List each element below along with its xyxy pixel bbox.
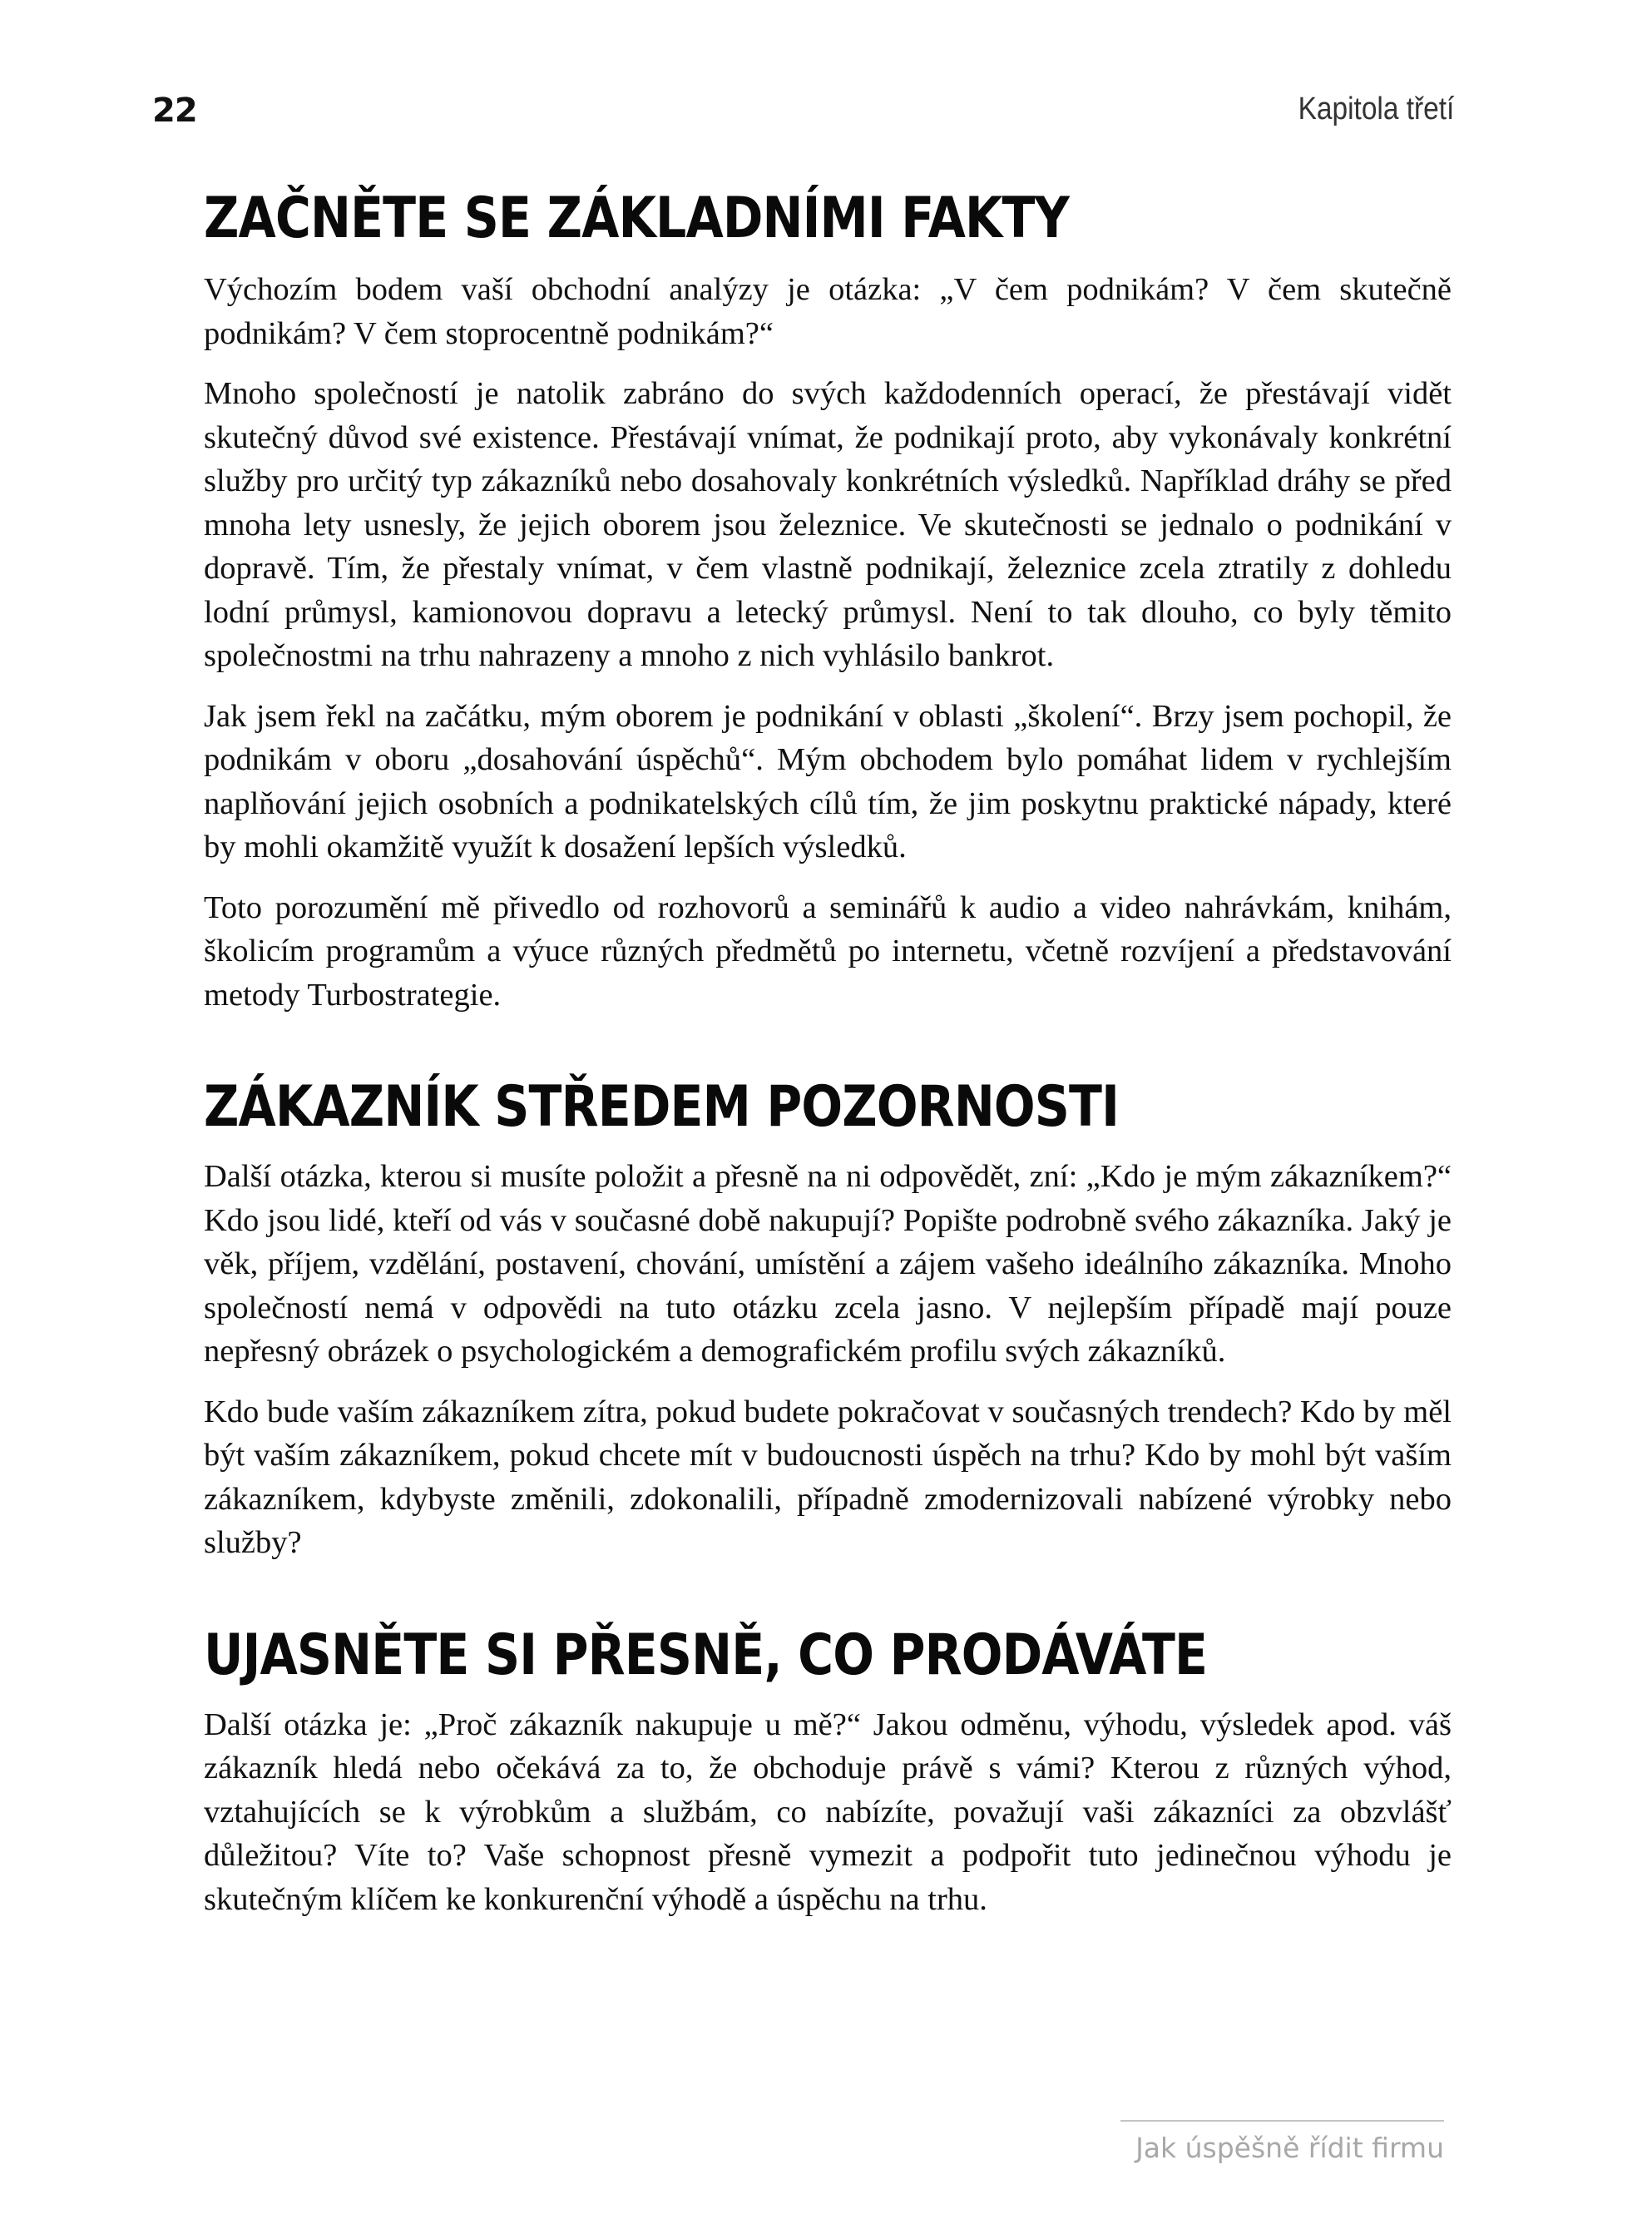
running-head-chapter: Kapitola třetí: [1298, 92, 1454, 126]
paragraph: Toto porozumění mě přivedlo od rozhovorů a seminářů k audio a video nahrávkám, knihám, školicím programům a výuce různých předmětů po internetu, včetně rozvíjení a představování metody Turbostrategie.: [204, 889, 1452, 1013]
paragraph: Další otázka, kterou si musíte položit a přesně na ni odpovědět, zní: „Kdo je mým zákazníkem?“ Kdo jsou lidé, kteří od vás v současné době nakupují? Popište podrobně svého zákazníka. Jaký je věk, příjem, vzdělání, postavení, chování, umístění a zájem vašeho ideálního zákazníka. Mnoho společností nemá v odpovědi na tuto otázku zcela jasno. V nejlepším případě mají pouze nepřesný obrázek o psychologickém a demografickém profilu svých zákazníků.: [204, 1159, 1452, 1369]
page-content: [204, 185, 1452, 1938]
paragraph: Mnoho společností je natolik zabráno do svých každodenních operací, že přestávají vidět skutečný důvod své existence. Přestávají vnímat, že podnikají proto, aby vykonávaly konkrétní služby pro určitý typ zákazníků nebo dosahovaly konkrétních výsledků. Například dráhy se před mnoha lety usnesly, že jejich oborem jsou železnice. Ve skutečnosti se jednalo o podnikání v dopravě. Tím, že přestaly vnímat, v čem vlastně podnikají, železnice zcela ztratily z dohledu lodní průmysl, kamionovou dopravu a letecký průmysl. Není to tak dlouho, co byly těmito společnostmi na trhu nahrazeny a mnoho z nich vyhlásilo bankrot.: [204, 376, 1452, 673]
section-basic-facts: [204, 185, 1452, 1017]
paragraph: Další otázka je: „Proč zákazník nakupuje u mě?“ Jakou odměnu, výhodu, výsledek apod. váš zákazník hledá nebo očekává za to, že obchoduje právě s vámi? Kterou z různých výhod, vztahujících se k výrobkům a službám, co nabízíte, považují vaši zákazníci za obzvlášť důležitou? Víte to? Vaše schopnost přesně vymezit a podpořit tuto jedinečnou výhodu je skutečným klíčem ke konkurenční výhodě a úspěchu na trhu.: [204, 1706, 1452, 1917]
paragraph: Výchozím bodem vaší obchodní analýzy je otázka: „V čem podnikám? V čem skutečně podnikám? V čem stoprocentně podnikám?“: [204, 272, 1452, 351]
section-heading: UJASNĚTE SI PŘESNĚ, CO PRODÁVÁTE: [204, 1622, 1208, 1688]
paragraph: Kdo bude vaším zákazníkem zítra, pokud budete pokračovat v současných trendech? Kdo by měl být vaším zákazníkem, pokud chcete mít v budoucnosti úspěch na trhu? Kdo by mohl být vaším zákazníkem, kdybyste změnili, zdokonalili, případně zmodernizovali nabízené výrobky nebo služby?: [204, 1394, 1452, 1560]
section-heading: ZAČNĚTE SE ZÁKLADNÍMI FAKTY: [204, 186, 1069, 251]
section-customer-focus: [204, 1073, 1452, 1565]
section-heading: ZÁKAZNÍK STŘEDEM POZORNOSTI: [204, 1074, 1119, 1140]
footer-book-title: Jak úspěšně řídit firmu: [1135, 2132, 1444, 2164]
section-what-you-sell: [204, 1622, 1452, 1922]
paragraph: Jak jsem řekl na začátku, mým oborem je podnikání v oblasti „školení“. Brzy jsem pochopil, že podnikám v oboru „dosahování úspěchů“. Mým obchodem bylo pomáhat lidem v rychlejším naplňování jejich osobních a podnikatelských cílů tím, že jim poskytnu praktické nápady, které by mohli okamžitě využít k dosažení lepších výsledků.: [204, 698, 1452, 864]
footer-divider: [1120, 2120, 1444, 2122]
page-number: 22: [152, 92, 197, 130]
